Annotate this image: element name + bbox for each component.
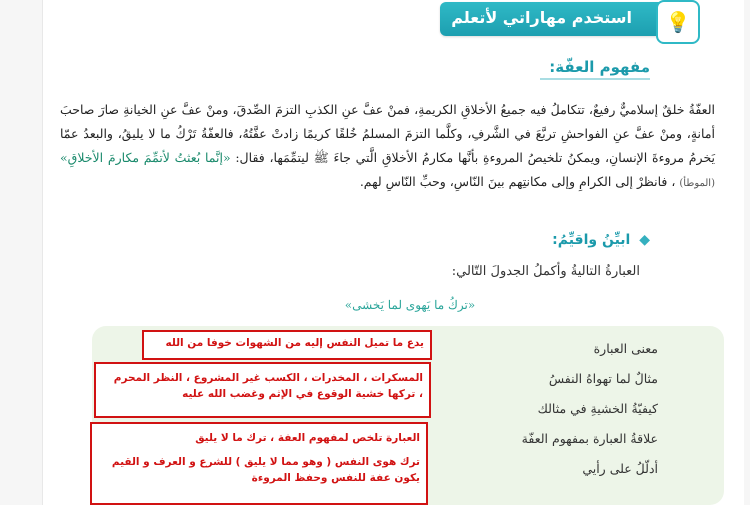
activity-heading-text: ابيِّنُ واقيِّمُ: xyxy=(552,232,631,248)
page-margin-right xyxy=(744,0,750,505)
paragraph-part2: ، فانظرْ إلى الكرامِ وإلى مكانتِهم بينَ النّاسِ، وحبِّ النّاسِ لهم. xyxy=(359,174,676,189)
paragraph-part1: العفّةُ خلقٌ إسلاميٌّ رفيعٌ، تتكاملُ فيه جميعُ الأخلاقِ الكريمةِ، فمنْ عفَّ عنِ الكذبِ التزمَ الصِّدقَ، ومنْ عفَّ عنِ الخيانةِ صارَ صاحبَ أمانةٍ، ومنْ عفَّ عنِ الفواحشِ تربَّعَ في الشَّرفِ، وكلَّما التزمَ المسلمُ خُلقًا كريمًا زادتْ عفَّتُهُ، فالعفّةُ تَرْكُ ما لا يليقُ، والبعدُ عمّا يَخرمُ مروءةَ الإنسانِ، ويمكنُ تلخيصُ المروءةِ بأنَّها مكارمُ الأخلاقِ الَّتي جاءَ ﷺ ليتمِّمَها، فقال: xyxy=(60,102,715,165)
answer-text: ترك هوى النفس ( وهو مما لا يليق ) للشرع و العرف و القيم xyxy=(111,456,420,468)
table-label: أدلّلُ على رأيي xyxy=(582,461,658,476)
lightbulb-icon: 💡 xyxy=(665,10,691,34)
activity-instruction: العبارةُ التاليةُ وأكملُ الجدولَ التّالي: xyxy=(451,264,640,279)
table-label: علاقةُ العبارة بمفهوم العفّة xyxy=(521,431,658,446)
title-underline xyxy=(540,78,650,80)
diamond-bullet-icon: ◆ xyxy=(639,232,650,248)
banner-title: استخدم مهاراتي لأتعلم xyxy=(451,8,632,27)
section-title: مفهوم العفّة: xyxy=(549,58,650,76)
answer-box-meaning xyxy=(142,330,432,360)
table-label: معنى العبارة xyxy=(593,341,658,356)
hadith-source: (الموطأ) xyxy=(679,178,715,189)
section-banner xyxy=(440,2,690,36)
lightbulb-badge xyxy=(656,0,700,44)
answer-text: يكون عفة للنفس وحفظ المروءة xyxy=(251,472,420,484)
hadith-text: «إنَّما بُعثتُ لأتمِّمَ مكارمَ الأخلاقِ» xyxy=(60,150,231,165)
answer-text: ، تركها خشية الوقوع في الإثم وغضب الله عليه xyxy=(182,388,423,400)
answer-text: العبارة تلخص لمفهوم العفة ، ترك ما لا يليق xyxy=(195,432,420,444)
answer-text: المسكرات ، المخدرات ، الكسب غير المشروع ، النظر المحرم xyxy=(113,372,423,384)
table-label: كيفيّةُ الخشيةِ في مثالك xyxy=(537,401,658,416)
table-label: مثالٌ لما تهواهُ النفسُ xyxy=(548,371,658,386)
answer-box-relation xyxy=(90,422,428,505)
page-margin-left xyxy=(0,0,43,505)
activity-quote: «تركُ ما يَهوى لما يَخشى» xyxy=(344,298,476,312)
answer-text: يدع ما تميل النفس إليه من الشهوات خوفا من الله xyxy=(165,337,424,349)
body-paragraph xyxy=(60,98,715,196)
spacer xyxy=(98,446,420,454)
activity-heading xyxy=(552,232,650,248)
answer-box-example xyxy=(94,362,431,418)
table-label-column xyxy=(488,334,658,484)
